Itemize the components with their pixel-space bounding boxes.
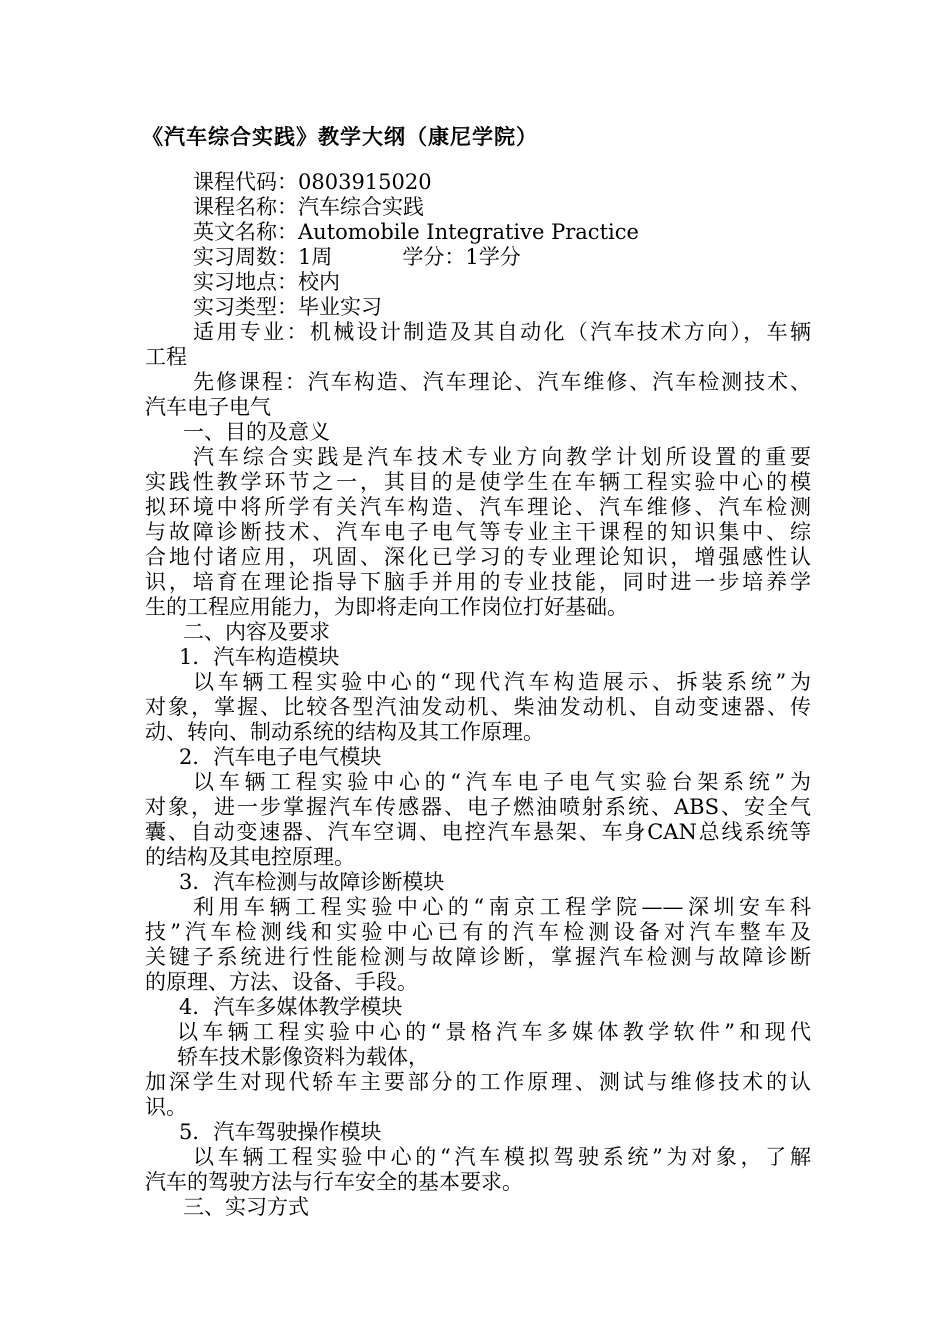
course-english-name: 英文名称：Automobile Integrative Practice bbox=[193, 220, 639, 244]
module-heading: 1．汽车构造模块 bbox=[179, 645, 340, 669]
paragraph-line: 合地付诸应用，巩固、深化已学习的专业理论知识，增强感性认 bbox=[145, 545, 811, 569]
paragraph-line: 关键子系统进行性能检测与故障诊断，掌握汽车检测与故障诊断 bbox=[145, 945, 811, 969]
paragraph-line: 与故障诊断技术、汽车电子电气等专业主干课程的知识集中、综 bbox=[145, 520, 811, 544]
practice-place: 实习地点：校内 bbox=[193, 270, 340, 294]
course-credits: 学分：1学分 bbox=[402, 245, 521, 269]
paragraph-line: 加深学生对现代轿车主要部分的工作原理、测试与维修技术的认 bbox=[145, 1070, 811, 1094]
paragraph-line: 拟环境中将所学有关汽车构造、汽车理论、汽车维修、汽车检测 bbox=[145, 495, 811, 519]
paragraph-line: 以车辆工程实验中心的“汽车电子电气实验台架系统”为 bbox=[193, 770, 811, 794]
course-code: 课程代码：0803915020 bbox=[193, 170, 432, 194]
practice-weeks-row bbox=[145, 245, 811, 270]
section-heading: 三、实习方式 bbox=[183, 1195, 309, 1219]
module-heading: 2．汽车电子电气模块 bbox=[179, 745, 382, 769]
paragraph-line: 汽车的驾驶方法与行车安全的基本要求。 bbox=[145, 1170, 523, 1194]
paragraph-line: 动、转向、制动系统的结构及其工作原理。 bbox=[145, 720, 544, 744]
paragraph-line: 对象，进一步掌握汽车传感器、电子燃油喷射系统、ABS、安全气 bbox=[145, 795, 811, 819]
paragraph-line: 对象，掌握、比较各型汽油发动机、柴油发动机、自动变速器、传 bbox=[145, 695, 811, 719]
paragraph-line: 实践性教学环节之一，其目的是使学生在车辆工程实验中心的模 bbox=[145, 470, 811, 494]
applicable-major-cont: 工程 bbox=[145, 345, 187, 369]
course-name: 课程名称：汽车综合实践 bbox=[193, 195, 424, 219]
module-heading: 5．汽车驾驶操作模块 bbox=[179, 1120, 382, 1144]
paragraph-line: 的结构及其电控原理。 bbox=[145, 845, 355, 869]
paragraph-line: 识，培育在理论指导下脑手并用的专业技能，同时进一步培养学 bbox=[145, 570, 811, 594]
section-heading: 一、目的及意义 bbox=[183, 420, 330, 444]
paragraph-line: 的原理、方法、设备、手段。 bbox=[145, 970, 418, 994]
paragraph-line: 技”汽车检测线和实验中心已有的汽车检测设备对汽车整车及 bbox=[145, 920, 811, 944]
practice-weeks: 实习周数：1周 bbox=[193, 245, 333, 269]
paragraph-line: 以车辆工程实验中心的“现代汽车构造展示、拆装系统”为 bbox=[193, 670, 811, 694]
paragraph-line: 汽车综合实践是汽车技术专业方向教学计划所设置的重要 bbox=[193, 445, 811, 469]
module-heading: 4．汽车多媒体教学模块 bbox=[179, 995, 403, 1019]
prerequisite-courses: 先修课程：汽车构造、汽车理论、汽车维修、汽车检测技术、 bbox=[193, 370, 811, 394]
module-heading: 3．汽车检测与故障诊断模块 bbox=[179, 870, 445, 894]
section-heading: 二、内容及要求 bbox=[183, 620, 330, 644]
paragraph-line: 轿车技术影像资料为载体， bbox=[177, 1045, 429, 1069]
prerequisite-courses-cont: 汽车电子电气 bbox=[145, 395, 271, 419]
document-title: 《汽车综合实践》教学大纲（康尼学院） bbox=[142, 125, 538, 149]
practice-type: 实习类型：毕业实习 bbox=[193, 295, 382, 319]
document-body bbox=[145, 170, 811, 1220]
paragraph-line: 识。 bbox=[145, 1095, 187, 1119]
paragraph-line: 以车辆工程实验中心的“景格汽车多媒体教学软件”和现代 bbox=[177, 1020, 811, 1044]
applicable-major: 适用专业：机械设计制造及其自动化（汽车技术方向），车辆 bbox=[193, 320, 811, 344]
paragraph-line: 生的工程应用能力，为即将走向工作岗位打好基础。 bbox=[145, 595, 628, 619]
paragraph-line: 利用车辆工程实验中心的“南京工程学院——深圳安车科 bbox=[193, 895, 811, 919]
paragraph-line: 以车辆工程实验中心的“汽车模拟驾驶系统”为对象，了解 bbox=[193, 1145, 811, 1169]
paragraph-line: 囊、自动变速器、汽车空调、电控汽车悬架、车身CAN总线系统等 bbox=[145, 820, 811, 844]
